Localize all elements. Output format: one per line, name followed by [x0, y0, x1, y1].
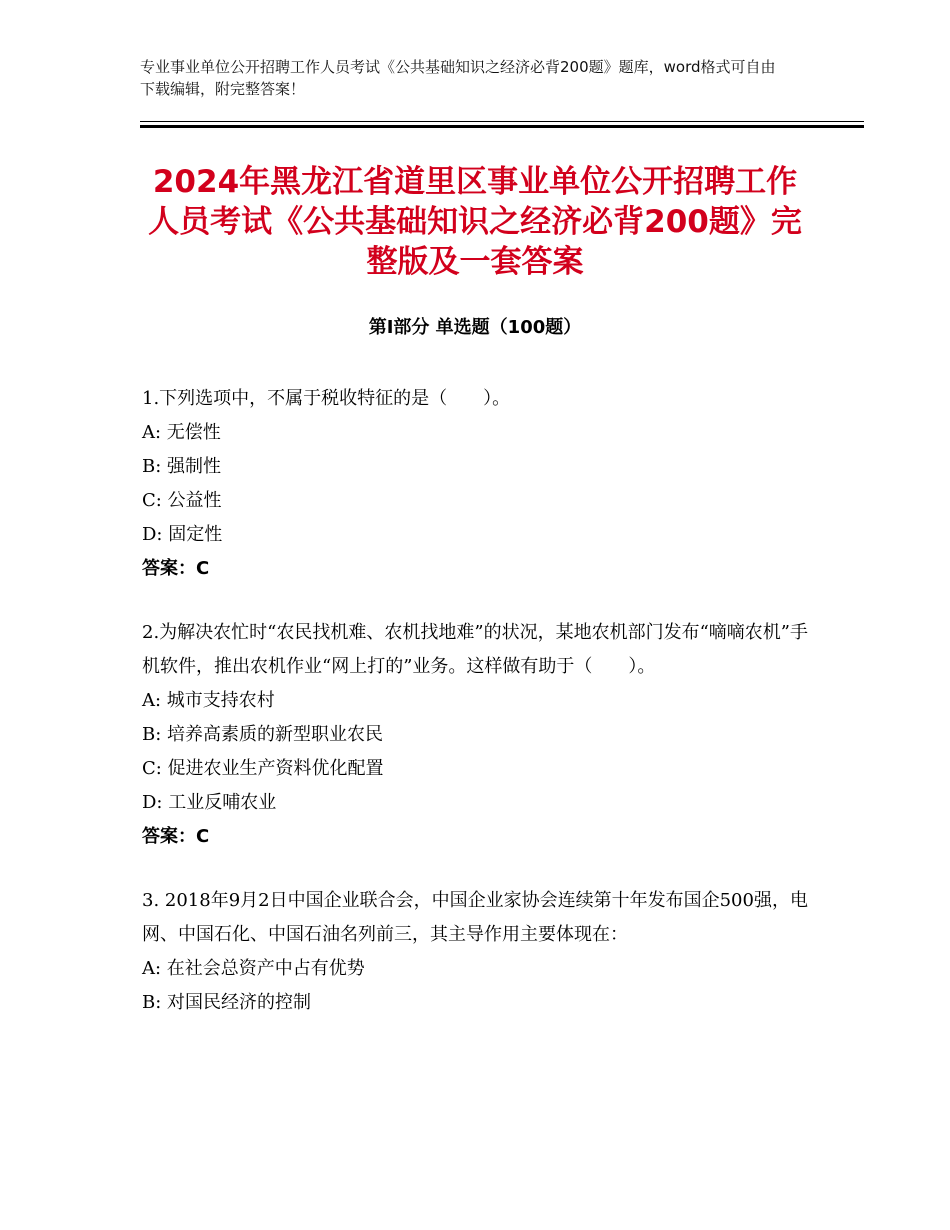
- question-3: [142, 884, 812, 1020]
- question-1: [142, 382, 812, 586]
- option-c: C: 公益性: [142, 490, 222, 511]
- answer: 答案：C: [142, 558, 210, 579]
- header-divider-thin: [140, 121, 864, 122]
- question-stem: 3. 2018年9月2日中国企业联合会，中国企业家协会连续第十年发布国企500强，电网、中国石化、中国石油名列前三，其主导作用主要体现在：: [142, 890, 808, 945]
- option-a: A: 城市支持农村: [142, 690, 275, 711]
- document-title: 2024年黑龙江省道里区事业单位公开招聘工作人员考试《公共基础知识之经济必背200题》完整版及一套答案: [148, 164, 802, 280]
- option-b: B: 强制性: [142, 456, 222, 477]
- header-divider-thick: [140, 125, 864, 128]
- question-list: [142, 382, 812, 1050]
- option-d: D: 工业反哺农业: [142, 792, 277, 813]
- question-stem: 1.下列选项中，不属于税收特征的是（ ）。: [142, 388, 511, 409]
- question-2: [142, 616, 812, 854]
- option-a: A: 在社会总资产中占有优势: [142, 958, 365, 979]
- option-c: C: 促进农业生产资料优化配置: [142, 758, 384, 779]
- section-heading: 第Ⅰ部分 单选题（100题）: [368, 317, 582, 338]
- option-b: B: 培养高素质的新型职业农民: [142, 724, 384, 745]
- option-a: A: 无偿性: [142, 422, 221, 443]
- header-note: 专业事业单位公开招聘工作人员考试《公共基础知识之经济必背200题》题库，word格式可自由下载编辑，附完整答案！: [140, 58, 776, 98]
- answer: 答案：C: [142, 826, 210, 847]
- option-d: D: 固定性: [142, 524, 223, 545]
- question-stem: 2.为解决农忙时“农民找机难、农机找地难”的状况，某地农机部门发布“嘀嘀农机”手机软件，推出农机作业“网上打的”业务。这样做有助于（ ）。: [142, 622, 808, 677]
- option-b: B: 对国民经济的控制: [142, 992, 312, 1013]
